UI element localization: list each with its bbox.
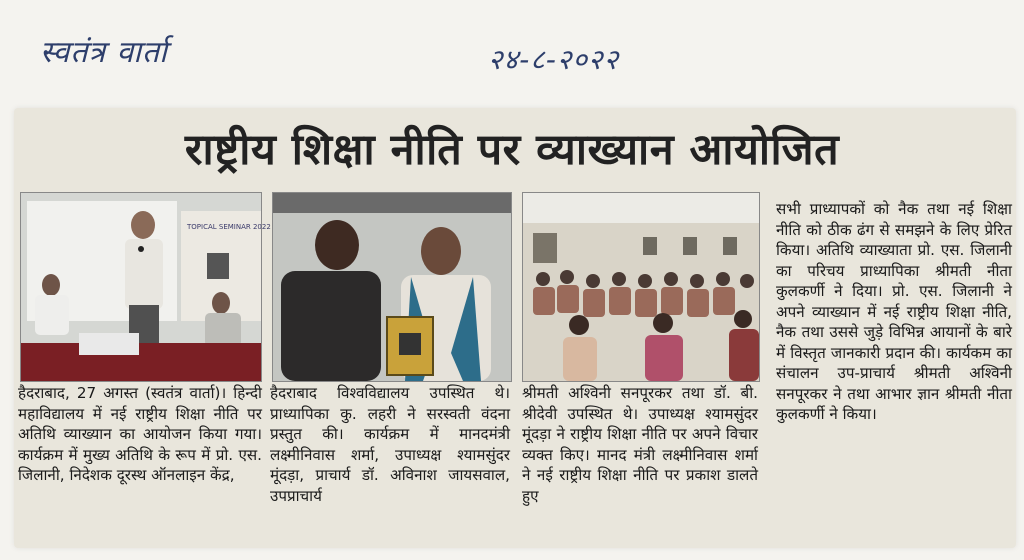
photo-speaker-illustration xyxy=(21,193,271,381)
article-headline: राष्ट्रीय शिक्षा नीति पर व्याख्यान आयोजित xyxy=(184,125,840,175)
article-column-2 xyxy=(270,383,510,506)
handwritten-source-note: स्वतंत्र वार्ता xyxy=(40,35,168,70)
photo-audience-illustration xyxy=(523,193,759,381)
column-1-text: हैदराबाद, 27 अगस्त (स्वतंत्र वार्ता)। हिन्दी महाविद्यालय में नई राष्ट्रीय शिक्षा नीति पर अतिथि व्याख्यान का आयोजन किया गया। कार्यक्रम में मुख्य अतिथि के रूप में प्रो. एस. जिलानी, निदेशक दूरस्थ ऑनलाइन केंद्र, xyxy=(18,384,262,484)
photo-audience xyxy=(522,192,760,382)
photo-speaker-at-event xyxy=(20,192,271,382)
column-4-text: सभी प्राध्यापकों को नैक तथा नई शिक्षा नीति को ठीक ढंग से समझने के लिए प्रेरित किया। अतिथि व्याख्याता प्रो. एस. जिलानी का परिचय प्राध्यापिका श्रीमती नीता कुलकर्णी ने दिया। प्रो. एस. जिलानी ने अपने व्याख्यान में नई राष्ट्रीय शिक्षा नीति, नैक तथा उससे जुड़े विभिन्न आयानों के बारे में विस्तृत जानकारी प्रदान की। कार्यकम का संचालन उप-प्राचार्य श्रीमती अश्विनी सनपूरकर ने तथा आभार ज्ञान श्रीमती नीता कुलकर्णी ने किया। xyxy=(776,200,1012,423)
article-column-1 xyxy=(18,383,262,486)
photo-felicitation-illustration xyxy=(273,193,511,381)
column-2-text: हैदराबाद विश्वविद्यालय उपस्थित थे। प्राध्यापिका कु. लहरी ने सरस्वती वंदना प्रस्तुत की। कार्यक्रम में मानदमंत्री लक्ष्मीनिवास शर्मा, उपाध्यक्ष श्यामसुंदर मूंदड़ा, प्राचार्य डॉ. अविनाश जायसवाल, उपप्राचार्य xyxy=(270,384,510,505)
photo-felicitation xyxy=(272,192,512,382)
article-column-4 xyxy=(776,199,1012,425)
article-column-3 xyxy=(522,383,758,506)
photo1-banner-text: TOPICAL SEMINAR 2022 xyxy=(187,223,271,231)
handwritten-date-note: २४-८-२०२२ xyxy=(488,43,620,76)
column-3-text: श्रीमती अश्विनी सनपूरकर तथा डॉ. बी. श्रीदेवी उपस्थित थे। उपाध्यक्ष श्यामसुंदर मूंदड़ा ने राष्ट्रीय शिक्षा नीति पर अपने विचार व्यक्त किए। मानद मंत्री लक्ष्मीनिवास शर्मा ने नई राष्ट्रीय शिक्षा नीति पर प्रकाश डालते हुए xyxy=(522,384,758,505)
